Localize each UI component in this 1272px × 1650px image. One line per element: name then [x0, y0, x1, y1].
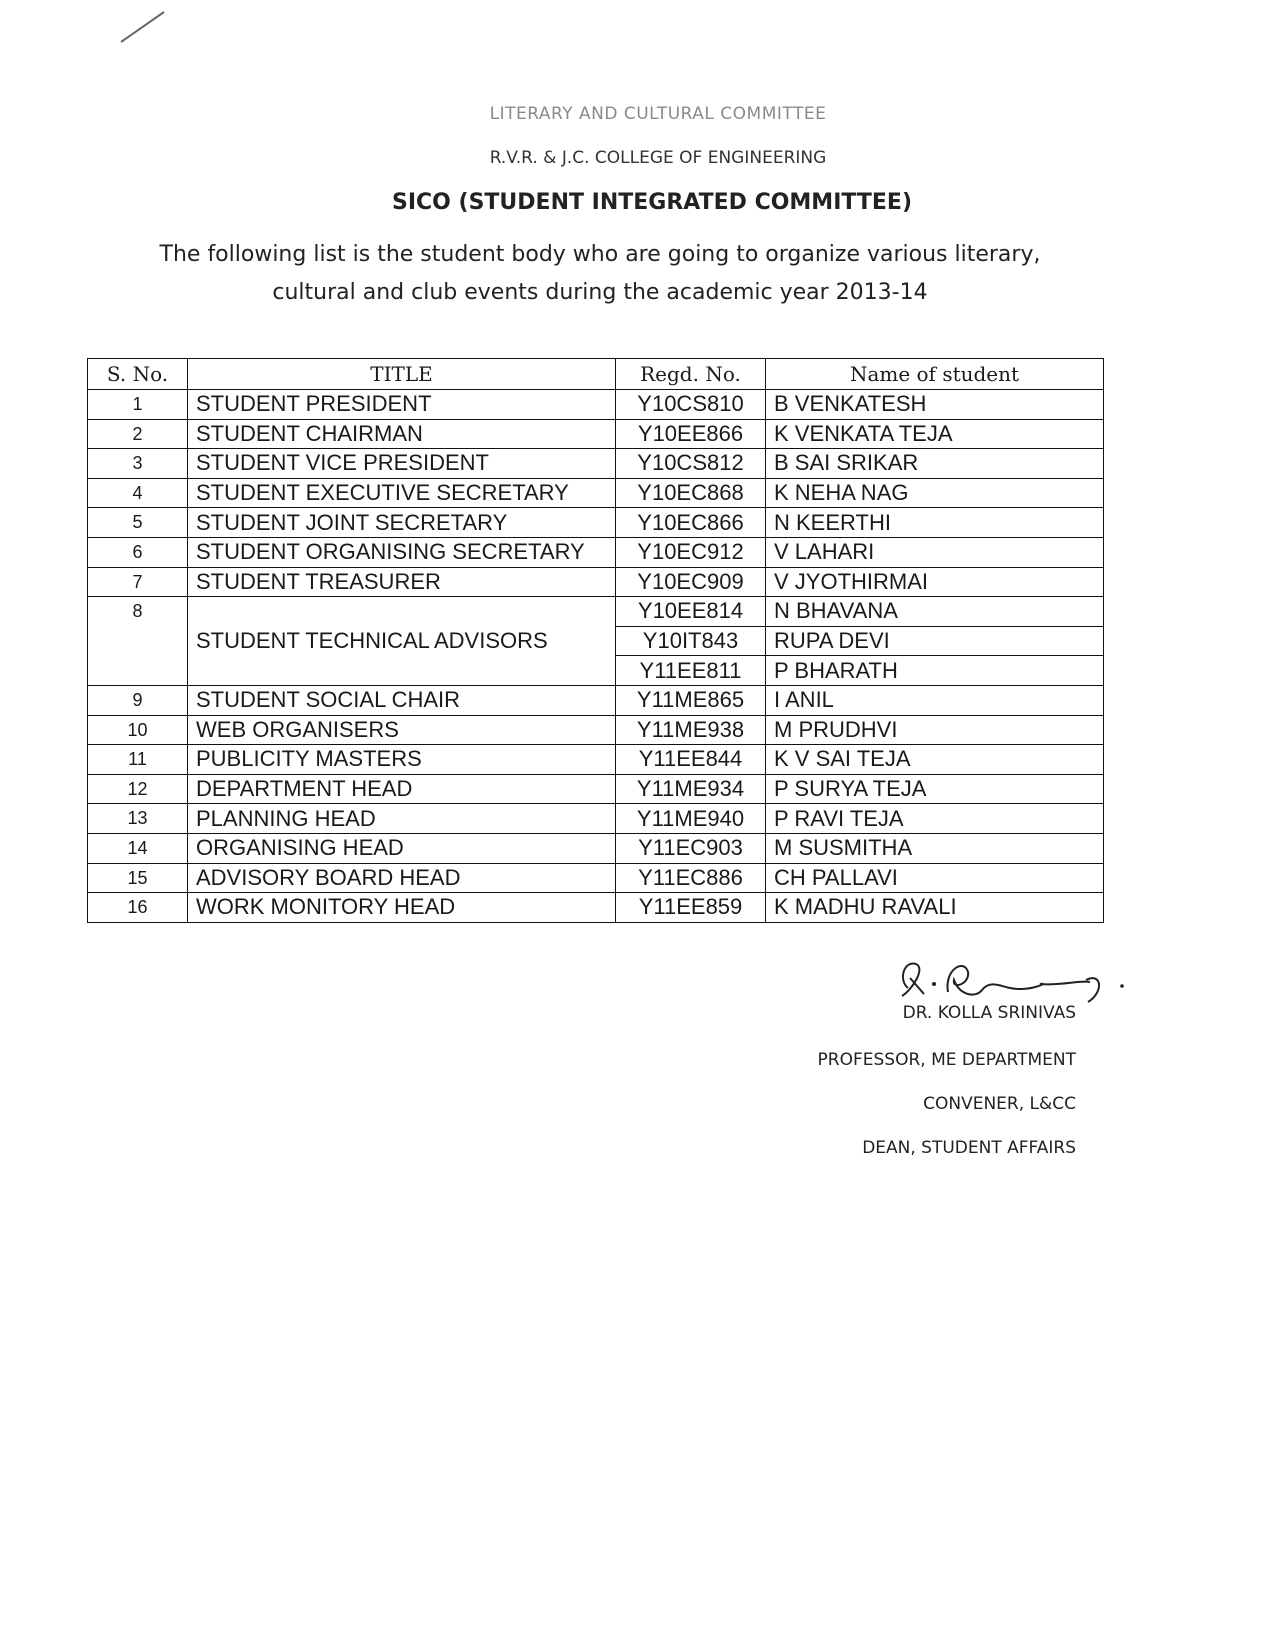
column-header-sno: S. No.: [88, 359, 188, 390]
serial-number: 15: [88, 863, 188, 893]
registration-number: Y10EE814: [616, 597, 766, 627]
table-row: [88, 508, 1104, 538]
registration-number: Y11ME940: [616, 804, 766, 834]
table-row: [88, 745, 1104, 775]
student-name: N KEERTHI: [766, 508, 1104, 538]
intro-line-2: cultural and club events during the academic year 2013-14: [272, 280, 928, 305]
serial-number: 1: [88, 390, 188, 420]
position-title: ORGANISING HEAD: [188, 833, 616, 863]
serial-number: 8: [88, 597, 188, 686]
table-row: [88, 715, 1104, 745]
column-header-regd: Regd. No.: [616, 359, 766, 390]
column-header-title: TITLE: [188, 359, 616, 390]
registration-number: Y11EE844: [616, 745, 766, 775]
position-title: STUDENT CHAIRMAN: [188, 419, 616, 449]
position-title: STUDENT EXECUTIVE SECRETARY: [188, 478, 616, 508]
registration-number: Y11EE811: [616, 656, 766, 686]
position-title: STUDENT JOINT SECRETARY: [188, 508, 616, 538]
student-name: B VENKATESH: [766, 390, 1104, 420]
position-title: PLANNING HEAD: [188, 804, 616, 834]
student-name: K NEHA NAG: [766, 478, 1104, 508]
position-title: WORK MONITORY HEAD: [188, 893, 616, 923]
registration-number: Y10EC866: [616, 508, 766, 538]
serial-number: 10: [88, 715, 188, 745]
table-row: [88, 833, 1104, 863]
registration-number: Y10EE866: [616, 419, 766, 449]
signatory-role-professor: PROFESSOR, ME DEPARTMENT: [817, 1050, 1076, 1070]
position-title: DEPARTMENT HEAD: [188, 774, 616, 804]
serial-number: 6: [88, 537, 188, 567]
registration-number: Y10CS812: [616, 449, 766, 479]
student-name: M SUSMITHA: [766, 833, 1104, 863]
registration-number: Y11EC886: [616, 863, 766, 893]
registration-number: Y10CS810: [616, 390, 766, 420]
table-row: [88, 567, 1104, 597]
registration-number: Y10EC868: [616, 478, 766, 508]
position-title: ADVISORY BOARD HEAD: [188, 863, 616, 893]
college-heading: R.V.R. & J.C. COLLEGE OF ENGINEERING: [489, 148, 827, 168]
student-name: K V SAI TEJA: [766, 745, 1104, 775]
registration-number: Y10IT843: [616, 626, 766, 656]
column-header-name: Name of student: [766, 359, 1104, 390]
handwritten-signature: [890, 950, 1140, 1010]
serial-number: 9: [88, 685, 188, 715]
student-name: N BHAVANA: [766, 597, 1104, 627]
position-title: STUDENT SOCIAL CHAIR: [188, 685, 616, 715]
serial-number: 5: [88, 508, 188, 538]
student-body-table: [87, 358, 1104, 923]
student-name: P BHARATH: [766, 656, 1104, 686]
table-row: [88, 893, 1104, 923]
student-name: B SAI SRIKAR: [766, 449, 1104, 479]
intro-paragraph: [100, 236, 1100, 312]
signatory-role-convener: CONVENER, L&CC: [923, 1094, 1076, 1114]
position-title: STUDENT VICE PRESIDENT: [188, 449, 616, 479]
registration-number: Y11ME934: [616, 774, 766, 804]
registration-number: Y10EC909: [616, 567, 766, 597]
pen-stroke-mark: [118, 8, 168, 46]
registration-number: Y11ME938: [616, 715, 766, 745]
student-name: I ANIL: [766, 685, 1104, 715]
student-name: P SURYA TEJA: [766, 774, 1104, 804]
registration-number: Y11EC903: [616, 833, 766, 863]
table-row: [88, 804, 1104, 834]
position-title: WEB ORGANISERS: [188, 715, 616, 745]
serial-number: 11: [88, 745, 188, 775]
committee-heading: LITERARY AND CULTURAL COMMITTEE: [489, 104, 827, 124]
serial-number: 2: [88, 419, 188, 449]
serial-number: 7: [88, 567, 188, 597]
position-title: STUDENT TREASURER: [188, 567, 616, 597]
student-name: RUPA DEVI: [766, 626, 1104, 656]
table-row: [88, 419, 1104, 449]
serial-number: 3: [88, 449, 188, 479]
table-row: [88, 537, 1104, 567]
table-row: [88, 390, 1104, 420]
position-title: STUDENT ORGANISING SECRETARY: [188, 537, 616, 567]
table-row: [88, 449, 1104, 479]
student-name: K MADHU RAVALI: [766, 893, 1104, 923]
position-title: STUDENT PRESIDENT: [188, 390, 616, 420]
serial-number: 4: [88, 478, 188, 508]
table-row: [88, 774, 1104, 804]
signatory-role-dean: DEAN, STUDENT AFFAIRS: [862, 1138, 1076, 1158]
position-title: PUBLICITY MASTERS: [188, 745, 616, 775]
serial-number: 13: [88, 804, 188, 834]
student-name: M PRUDHVI: [766, 715, 1104, 745]
registration-number: Y11ME865: [616, 685, 766, 715]
document-title: SICO (STUDENT INTEGRATED COMMITTEE): [391, 190, 913, 215]
registration-number: Y11EE859: [616, 893, 766, 923]
signatory-name: DR. KOLLA SRINIVAS: [902, 1003, 1076, 1023]
position-title: STUDENT TECHNICAL ADVISORS: [188, 597, 616, 686]
student-name: V JYOTHIRMAI: [766, 567, 1104, 597]
table-row: [88, 685, 1104, 715]
table-row: [88, 597, 1104, 627]
student-name: CH PALLAVI: [766, 863, 1104, 893]
student-name: V LAHARI: [766, 537, 1104, 567]
table-row: [88, 863, 1104, 893]
serial-number: 16: [88, 893, 188, 923]
student-name: P RAVI TEJA: [766, 804, 1104, 834]
serial-number: 14: [88, 833, 188, 863]
student-name: K VENKATA TEJA: [766, 419, 1104, 449]
table-header-row: [88, 359, 1104, 390]
serial-number: 12: [88, 774, 188, 804]
intro-line-1: The following list is the student body who are going to organize various literary,: [159, 242, 1041, 267]
registration-number: Y10EC912: [616, 537, 766, 567]
table-row: [88, 478, 1104, 508]
